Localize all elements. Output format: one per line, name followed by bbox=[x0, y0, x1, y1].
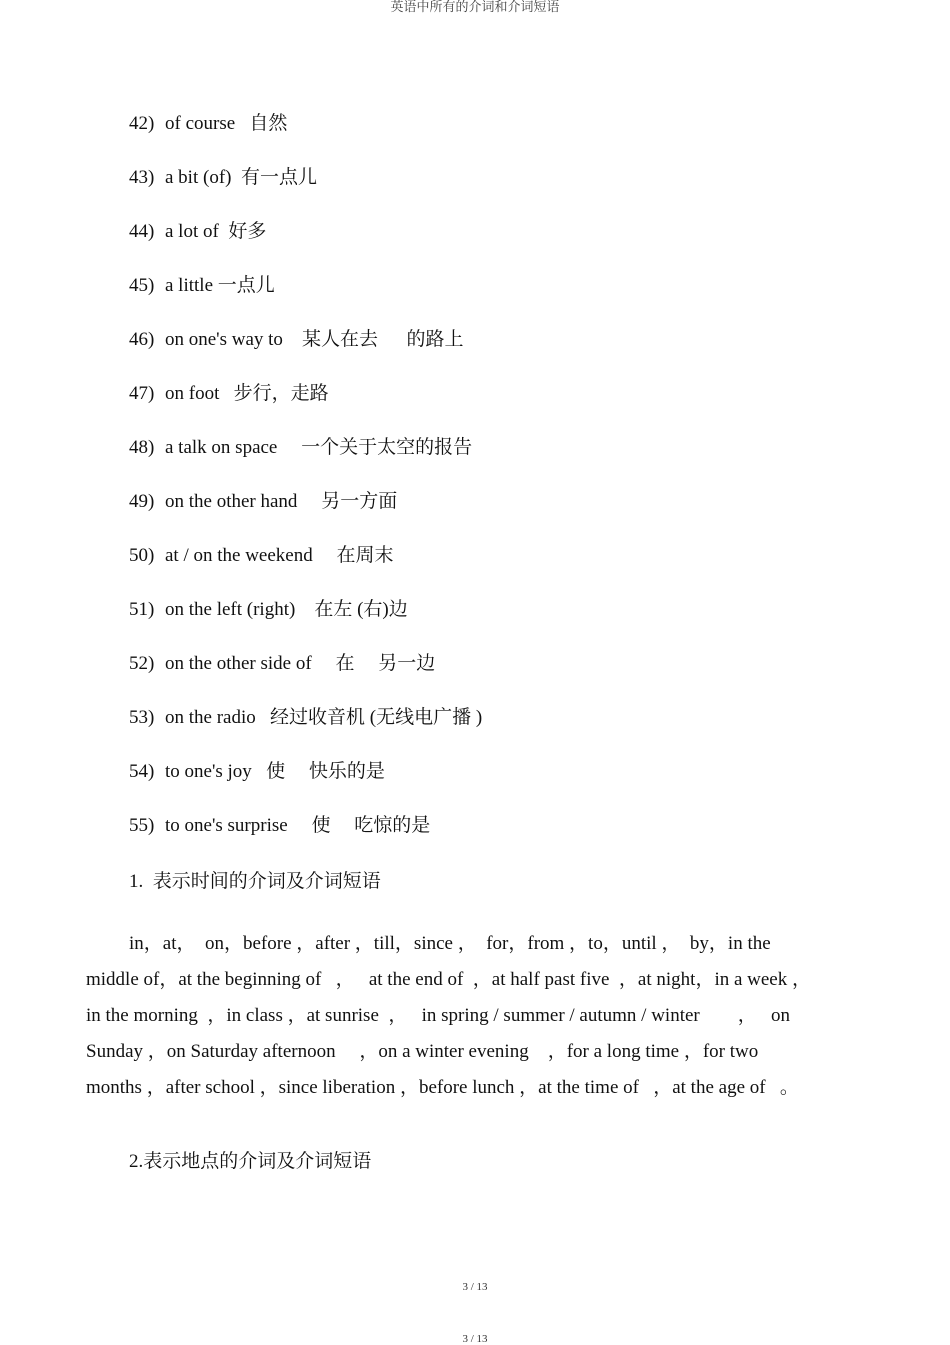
item-english: at / on the weekend bbox=[165, 545, 313, 566]
item-chinese: 有一点儿 bbox=[240, 167, 317, 188]
list-item bbox=[129, 704, 482, 758]
phrase-list bbox=[129, 110, 482, 866]
item-number: 55) bbox=[129, 815, 155, 836]
page-number-bottom: 3 / 13 bbox=[462, 1333, 488, 1345]
running-header: 英语中所有的介词和介词短语 bbox=[390, 0, 560, 14]
list-item bbox=[129, 272, 482, 326]
item-chinese: 在左 (右)边 bbox=[314, 599, 408, 620]
item-english: a bit (of) bbox=[165, 167, 232, 188]
paragraph-line: middle of，at the beginning of ， at the end of ，at half past five ，at night，in a week ， bbox=[86, 969, 811, 990]
paragraph-line: in，at， on，before ，after ，till，since ， for，from ，to，until ， by，in the bbox=[129, 933, 771, 954]
item-number: 43) bbox=[129, 167, 155, 188]
list-item bbox=[129, 380, 482, 434]
item-chinese: 一个关于太空的报告 bbox=[301, 437, 473, 458]
list-item bbox=[129, 488, 482, 542]
list-item bbox=[129, 596, 482, 650]
item-chinese: 在周末 bbox=[336, 545, 394, 566]
list-item bbox=[129, 110, 482, 164]
item-english: on the other side of bbox=[165, 653, 312, 674]
list-item bbox=[129, 650, 482, 704]
item-number: 49) bbox=[129, 491, 155, 512]
item-number: 42) bbox=[129, 113, 155, 134]
item-english: to one's joy bbox=[165, 761, 252, 782]
item-chinese: 使 吃惊的是 bbox=[311, 815, 431, 836]
page-number: 3 / 13 bbox=[462, 1281, 488, 1293]
item-number: 50) bbox=[129, 545, 155, 566]
item-number: 47) bbox=[129, 383, 155, 404]
item-chinese: 使 快乐的是 bbox=[266, 761, 385, 782]
item-number: 54) bbox=[129, 761, 155, 782]
item-chinese: 某人在去 的路上 bbox=[301, 329, 464, 350]
item-english: on foot bbox=[165, 383, 220, 404]
item-english: on the left (right) bbox=[165, 599, 296, 620]
paragraph-line: months ，after school ，since liberation ，before lunch ，at the time of ，at the age of 。 bbox=[86, 1077, 799, 1098]
list-item bbox=[129, 326, 482, 380]
item-number: 52) bbox=[129, 653, 155, 674]
item-number: 53) bbox=[129, 707, 155, 728]
list-item bbox=[129, 542, 482, 596]
item-number: 44) bbox=[129, 221, 155, 242]
list-item bbox=[129, 758, 482, 812]
item-chinese: 步行，走路 bbox=[233, 383, 329, 404]
time-prepositions-paragraph bbox=[86, 926, 886, 1106]
item-chinese: 好多 bbox=[228, 221, 267, 242]
paragraph-line: Sunday ，on Saturday afternoon ，on a winter evening ，for a long time ，for two bbox=[86, 1041, 759, 1062]
item-english: a talk on space bbox=[165, 437, 278, 458]
item-number: 46) bbox=[129, 329, 155, 350]
list-item bbox=[129, 218, 482, 272]
item-number: 51) bbox=[129, 599, 155, 620]
item-chinese: 另一方面 bbox=[321, 491, 398, 512]
list-item bbox=[129, 434, 482, 488]
item-english: on the other hand bbox=[165, 491, 298, 512]
section-heading-time: 1. 表示时间的介词及介词短语 bbox=[129, 871, 381, 892]
section-heading-place: 2.表示地点的介词及介词短语 bbox=[129, 1151, 372, 1172]
item-english: a lot of bbox=[165, 221, 219, 242]
item-english: a little bbox=[165, 275, 214, 296]
item-english: on one's way to bbox=[165, 329, 283, 350]
item-number: 45) bbox=[129, 275, 155, 296]
item-chinese: 在 另一边 bbox=[335, 653, 436, 674]
item-english: to one's surprise bbox=[165, 815, 288, 836]
item-chinese: 一点儿 bbox=[217, 275, 275, 296]
item-number: 48) bbox=[129, 437, 155, 458]
list-item bbox=[129, 164, 482, 218]
item-chinese: 自然 bbox=[249, 113, 288, 134]
item-chinese: 经过收音机 (无线电广播 ) bbox=[270, 707, 483, 728]
item-english: of course bbox=[165, 113, 236, 134]
item-english: on the radio bbox=[165, 707, 256, 728]
paragraph-line: in the morning ，in class ，at sunrise ， in spring / summer / autumn / winter ， on bbox=[86, 1005, 790, 1026]
list-item bbox=[129, 812, 482, 866]
